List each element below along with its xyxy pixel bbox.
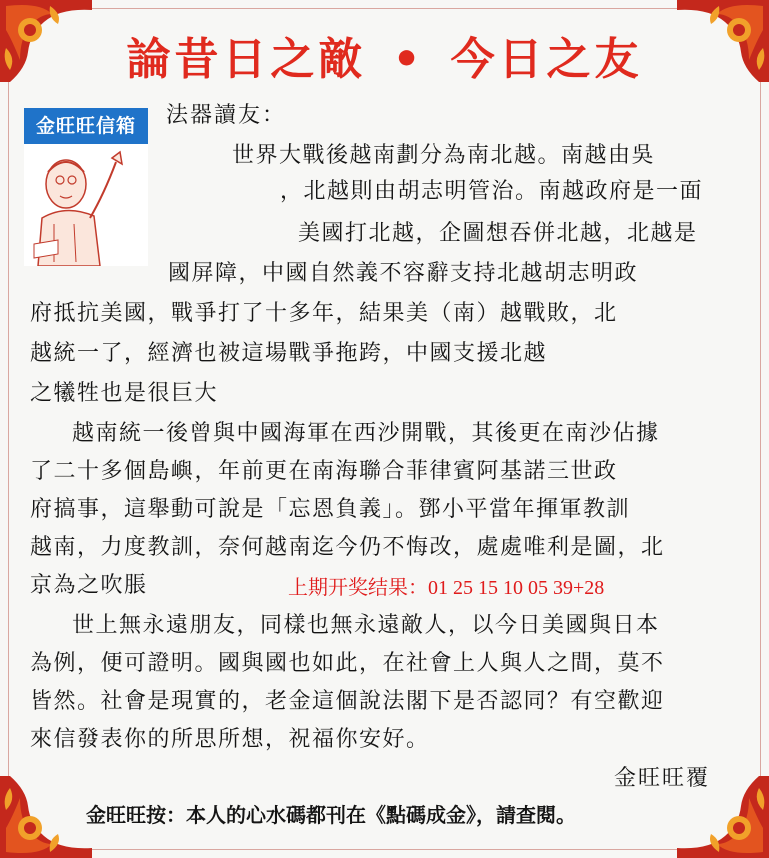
title-right: 今日之友: [450, 34, 643, 85]
body-line: 越南，力度教訓，奈何越南迄今仍不悔改，處處唯利是圖，北: [30, 535, 665, 560]
body-line: ，北越則由胡志明管治。南越政府是一面: [280, 179, 704, 204]
body-line: 越統一了，經濟也被這場戰爭拖跨，中國支援北越: [30, 341, 548, 366]
body-line: 之犧牲也是很巨大: [30, 381, 219, 406]
body-line: 了二十多個島嶼，年前更在南海聯合菲律賓阿基諾三世政: [30, 459, 618, 484]
body-line: 府搞事，這舉動可說是「忘恩負義」。鄧小平當年揮軍教訓: [30, 497, 631, 522]
body-line: 世上無永遠朋友，同樣也無永遠敵人，以今日美國與日本: [72, 613, 660, 638]
body-line: 為例，便可證明。國與國也如此，在社會上人與人之間，莫不: [30, 651, 665, 676]
body-line: 國屏障，中國自然義不容辭支持北越胡志明政: [168, 261, 639, 286]
body-line: 美國打北越，企圖想吞併北越，北越是: [298, 221, 698, 246]
footer-note: 金旺旺按：本人的心水碼都刊在《點碼成金》，請查閱。: [86, 803, 576, 827]
title-left: 論昔日之敵: [126, 34, 367, 85]
logo-banner: 金旺旺信箱: [24, 108, 148, 144]
title-dot: •: [392, 34, 425, 85]
lottery-result: 上期开奖结果：01 25 15 10 05 39+28: [288, 577, 605, 599]
body-line: 來信發表你的所思所想，祝福你安好。: [30, 727, 430, 752]
signature: 金旺旺覆: [614, 766, 711, 791]
body-line: 越南統一後曾與中國海軍在西沙開戰，其後更在南沙佔據: [72, 421, 660, 446]
body-line: 府抵抗美國，戰爭打了十多年，結果美（南）越戰敗，北: [30, 301, 618, 326]
greeting: 法器讀友：: [166, 103, 287, 128]
body-line: 皆然。社會是現實的，老金這個說法閣下是否認同？有空歡迎: [30, 689, 665, 714]
body-line: 世界大戰後越南劃分為南北越。南越由吳: [232, 143, 656, 168]
body-line: 京為之吹脹: [30, 573, 148, 598]
